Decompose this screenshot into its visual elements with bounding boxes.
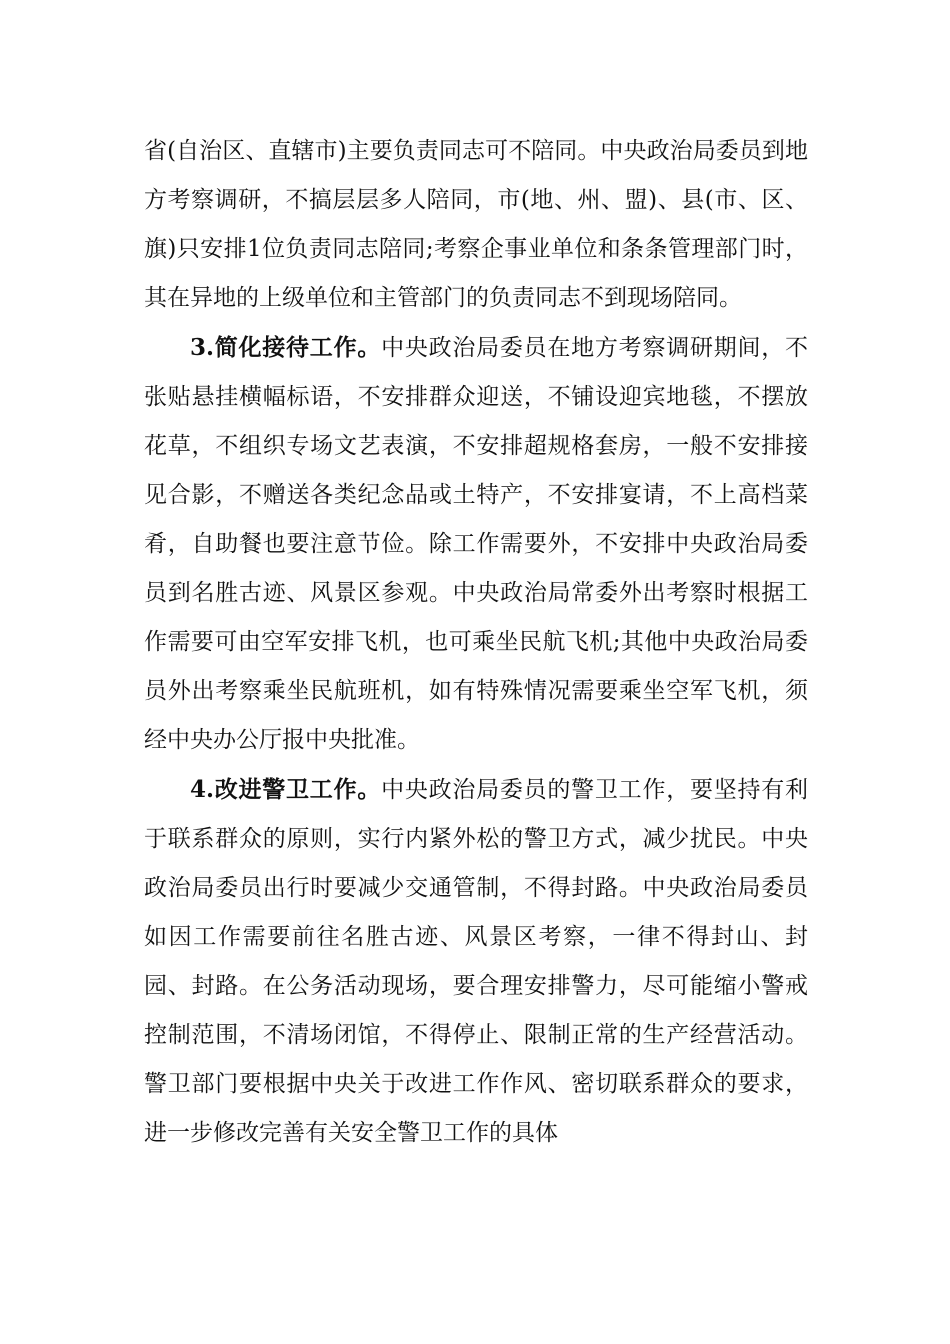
paragraph-text: 中央政治局委员在地方考察调研期间，不张贴悬挂横幅标语，不安排群众迎送，不铺设迎宾地毯，不摆放花草，不组织专场文艺表演，不安排超规格套房，一般不安排接见合影，不赠送各类纪念品或土特产，不安排宴请，不上高档菜肴，自助餐也要注意节俭。除工作需要外，不安排中央政治局委员到名胜古迹、风景区参观。中央政治局常委外出考察时根据工作需要可由空军安排飞机，也可乘坐民航飞机;其他中央政治局委员外出考察乘坐民航班机，如有特殊情况需要乘坐空军飞机，须经中央办公厅报中央批准。 [144, 335, 809, 753]
document-page [144, 127, 808, 1158]
paragraph-improve-security [144, 765, 808, 1158]
paragraph-continuation [144, 127, 808, 323]
paragraph-text: 省(自治区、直辖市)主要负责同志可不陪同。中央政治局委员到地方考察调研，不搞层层多人陪同，市(地、州、盟)、县(市、区、旗)只安排1位负责同志陪同;考察企事业单位和条条管理部门时，其在异地的上级单位和主管部门的负责同志不到现场陪同。 [144, 138, 808, 311]
paragraph-heading: 4.改进警卫工作。 [190, 776, 382, 803]
paragraph-heading: 3.简化接待工作。 [190, 334, 382, 361]
paragraph-simplify-reception [144, 323, 808, 765]
paragraph-text: 中央政治局委员的警卫工作，要坚持有利于联系群众的原则，实行内紧外松的警卫方式，减少扰民。中央政治局委员出行时要减少交通管制，不得封路。中央政治局委员如因工作需要前往名胜古迹、风景区考察，一律不得封山、封园、封路。在公务活动现场，要合理安排警力，尽可能缩小警戒控制范围，不清场闭馆，不得停止、限制正常的生产经营活动。警卫部门要根据中央关于改进工作作风、密切联系群众的要求，进一步修改完善有关安全警卫工作的具体 [144, 777, 809, 1146]
